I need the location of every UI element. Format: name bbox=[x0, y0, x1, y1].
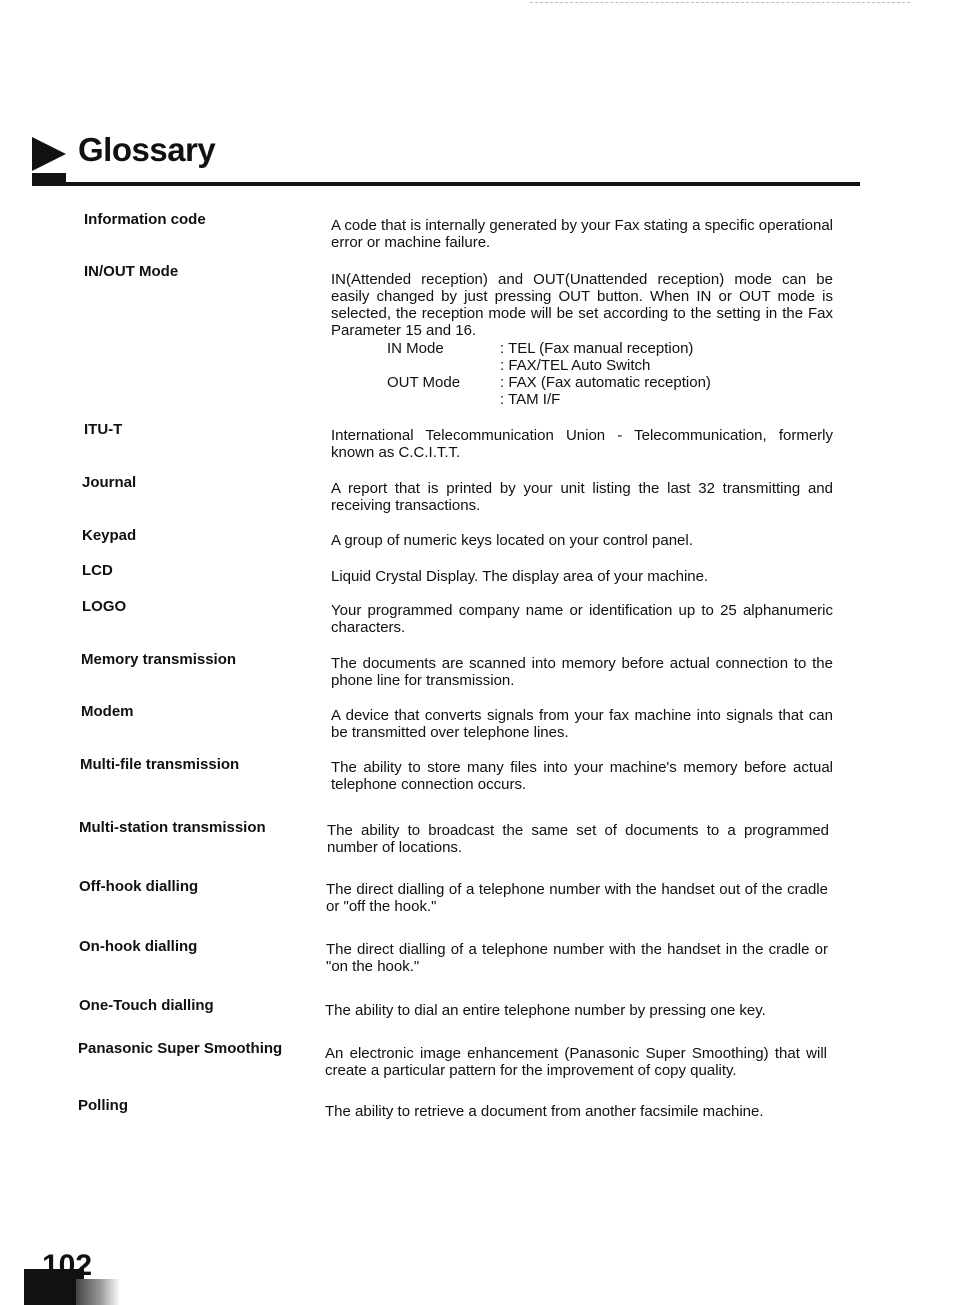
glossary-term: ITU-T bbox=[84, 421, 123, 438]
glossary-definition: An electronic image enhancement (Panasonic Super Smoothing) that will create a particular pattern for the improvement of copy quality. bbox=[325, 1045, 827, 1079]
glossary-term: Multi-file transmission bbox=[80, 756, 240, 773]
page-number-tab bbox=[24, 1249, 116, 1305]
glossary-definition: International Telecommunication Union - Telecommunication, formerly known as C.C.I.T.T. bbox=[331, 427, 833, 461]
glossary-term: IN/OUT Mode bbox=[84, 263, 179, 280]
scan-artifact bbox=[530, 2, 910, 4]
mode-row bbox=[331, 391, 833, 408]
mode-row bbox=[331, 374, 833, 391]
mode-value: : TAM I/F bbox=[500, 391, 561, 408]
glossary-definition: The ability to retrieve a document from another facsimile machine. bbox=[325, 1103, 764, 1120]
mode-value: : FAX (Fax automatic reception) bbox=[500, 374, 711, 391]
glossary-term: Memory transmission bbox=[81, 651, 237, 668]
glossary-definition: A code that is internally generated by your Fax stating a specific operational error or machine failure. bbox=[331, 217, 833, 251]
page-number: 102 bbox=[42, 1249, 93, 1282]
mode-row bbox=[331, 340, 833, 357]
glossary-term: LOGO bbox=[82, 598, 127, 615]
mode-label: IN Mode bbox=[387, 340, 444, 357]
glossary-definition: A group of numeric keys located on your control panel. bbox=[331, 532, 693, 549]
glossary-term: Off-hook dialling bbox=[79, 878, 199, 895]
mode-table bbox=[331, 340, 833, 408]
glossary-term: Keypad bbox=[82, 527, 137, 544]
glossary-header bbox=[32, 131, 860, 190]
title-rule bbox=[32, 182, 860, 186]
glossary-term: Panasonic Super Smoothing bbox=[78, 1040, 283, 1057]
glossary-definition: The documents are scanned into memory before actual connection to the phone line for transmission. bbox=[331, 655, 833, 689]
glossary-term: Modem bbox=[81, 703, 134, 720]
play-arrow-icon bbox=[32, 137, 66, 171]
mode-row bbox=[331, 357, 833, 374]
glossary-definition: The ability to dial an entire telephone number by pressing one key. bbox=[325, 1002, 766, 1019]
mode-value: : TEL (Fax manual reception) bbox=[500, 340, 694, 357]
mode-value: : FAX/TEL Auto Switch bbox=[500, 357, 651, 374]
glossary-term: One-Touch dialling bbox=[79, 997, 214, 1014]
glossary-definition: The ability to store many files into your machine's memory before actual telephone connection occurs. bbox=[331, 759, 833, 793]
glossary-definition: A device that converts signals from your fax machine into signals that can be transmitted over telephone lines. bbox=[331, 707, 833, 741]
glossary-term: Polling bbox=[78, 1097, 128, 1114]
glossary-definition: The direct dialling of a telephone number with the handset out of the cradle or "off the hook." bbox=[326, 881, 828, 915]
glossary-definition: Liquid Crystal Display. The display area of your machine. bbox=[331, 568, 709, 585]
glossary-definition: The ability to broadcast the same set of documents to a programmed number of locations. bbox=[327, 822, 829, 856]
mode-label: OUT Mode bbox=[387, 374, 461, 391]
glossary-term: Multi-station transmission bbox=[79, 819, 266, 836]
glossary-term: Journal bbox=[82, 474, 137, 491]
glossary-definition: A report that is printed by your unit listing the last 32 transmitting and receiving transactions. bbox=[331, 480, 833, 514]
page-title: Glossary bbox=[78, 131, 216, 168]
glossary-definition: The direct dialling of a telephone number with the handset in the cradle or "on the hook." bbox=[326, 941, 828, 975]
glossary-term: LCD bbox=[82, 562, 113, 579]
glossary-definition: Your programmed company name or identification up to 25 alphanumeric characters. bbox=[331, 602, 833, 636]
glossary-definition bbox=[331, 271, 833, 408]
glossary-term: On-hook dialling bbox=[79, 938, 198, 955]
glossary-term: Information code bbox=[84, 211, 206, 228]
definition-text: IN(Attended reception) and OUT(Unattended reception) mode can be easily changed by just pressing OUT button. When IN or OUT mode is selected, the reception mode will be set according to the setting in the Fax Parameter 15 and 16. bbox=[331, 271, 833, 339]
